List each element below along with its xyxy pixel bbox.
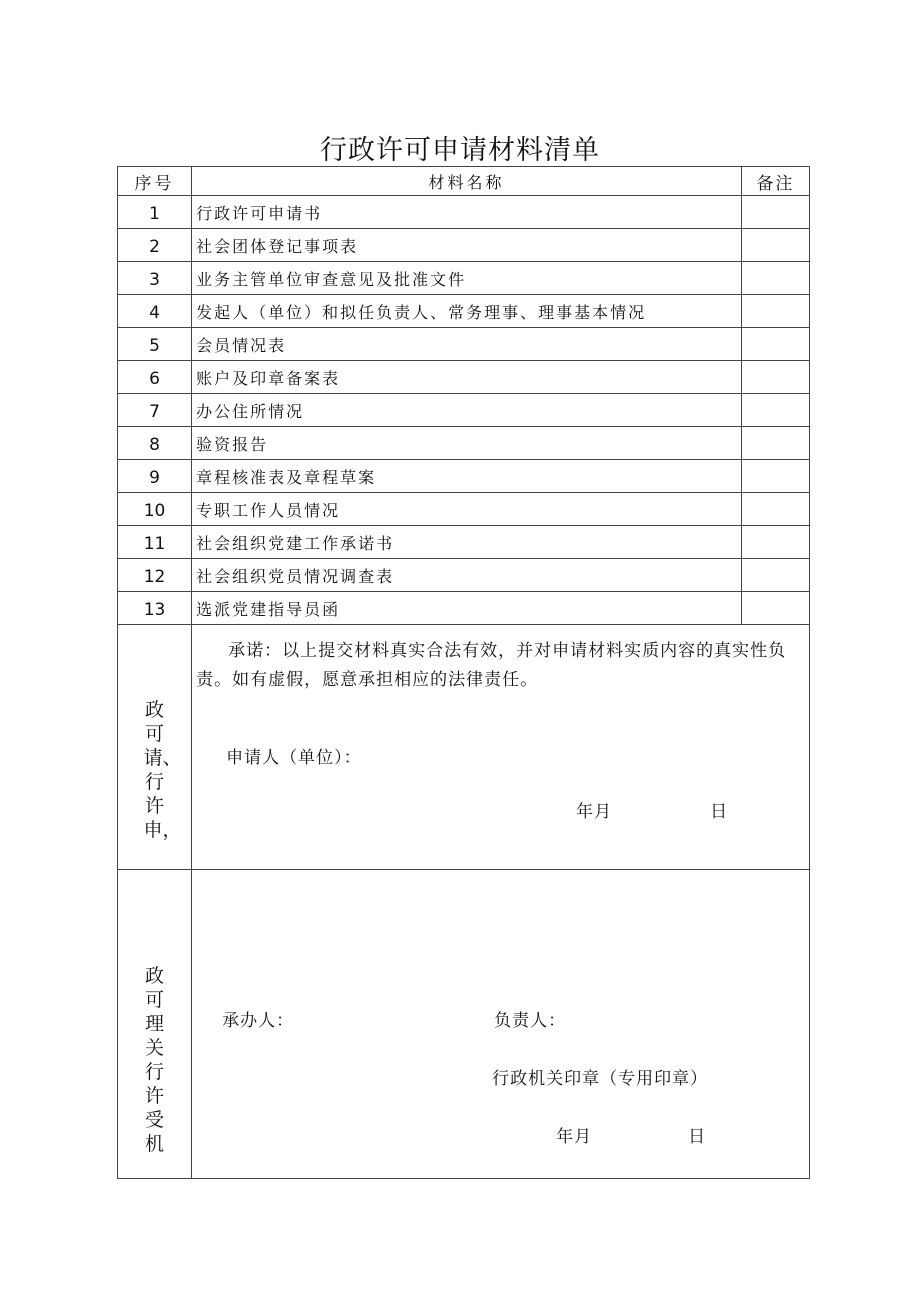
row-no: 3 [118, 262, 192, 295]
row-name: 会员情况表 [192, 328, 742, 361]
handling-side-cell [118, 870, 192, 1179]
row-note [741, 394, 809, 427]
row-name: 发起人（单位）和拟任负责人、常务理事、理事基本情况 [192, 295, 742, 328]
row-no: 7 [118, 394, 192, 427]
handler-label: 承办人： [222, 1011, 295, 1031]
header-no: 序号 [118, 167, 192, 196]
row-note [741, 460, 809, 493]
table-header-row [118, 167, 810, 196]
row-name: 章程核准表及章程草案 [192, 460, 742, 493]
row-note [741, 328, 809, 361]
row-note [741, 295, 809, 328]
table-row [118, 361, 810, 394]
row-no: 12 [118, 559, 192, 592]
row-name: 专职工作人员情况 [192, 493, 742, 526]
row-no: 11 [118, 526, 192, 559]
row-name: 业务主管单位审查意见及批准文件 [192, 262, 742, 295]
row-name: 社会团体登记事项表 [192, 229, 742, 262]
pledge-side-cell [118, 625, 192, 870]
table-row [118, 394, 810, 427]
row-note [741, 592, 809, 625]
table-row [118, 328, 810, 361]
table-row [118, 592, 810, 625]
header-note: 备注 [741, 167, 809, 196]
row-no: 9 [118, 460, 192, 493]
table-row [118, 262, 810, 295]
row-note [741, 427, 809, 460]
table-row [118, 229, 810, 262]
row-no: 10 [118, 493, 192, 526]
handling-side-label: 政可理关行许受机 [145, 965, 165, 1155]
pledge-cell [192, 625, 810, 870]
row-note [741, 493, 809, 526]
table-row [118, 526, 810, 559]
seal-label: 行政机关印章（专用印章） [492, 1069, 709, 1089]
row-name: 办公住所情况 [192, 394, 742, 427]
row-no: 13 [118, 592, 192, 625]
row-no: 8 [118, 427, 192, 460]
row-name: 选派党建指导员函 [192, 592, 742, 625]
row-no: 4 [118, 295, 192, 328]
table-row [118, 559, 810, 592]
pledge-date-year-month: 年月 [576, 802, 613, 822]
materials-table [117, 166, 810, 1179]
table-row [118, 295, 810, 328]
responsible-label: 负责人： [494, 1011, 567, 1031]
row-note [741, 262, 809, 295]
row-no: 6 [118, 361, 192, 394]
handling-date-year-month: 年月 [556, 1127, 593, 1147]
pledge-date-day: 日 [710, 802, 729, 822]
table-row [118, 196, 810, 229]
row-name: 账户及印章备案表 [192, 361, 742, 394]
handling-cell [192, 870, 810, 1179]
row-no: 2 [118, 229, 192, 262]
table-row [118, 493, 810, 526]
handling-date-day: 日 [688, 1127, 707, 1147]
handling-row [118, 870, 810, 1179]
row-note [741, 229, 809, 262]
pledge-side-label: 政可请、行许申， [143, 699, 182, 841]
pledge-row [118, 625, 810, 870]
table-row [118, 427, 810, 460]
row-note [741, 196, 809, 229]
row-name: 验资报告 [192, 427, 742, 460]
row-no: 1 [118, 196, 192, 229]
row-name: 社会组织党员情况调查表 [192, 559, 742, 592]
row-name: 社会组织党建工作承诺书 [192, 526, 742, 559]
table-row [118, 460, 810, 493]
pledge-text: 承诺：以上提交材料真实合法有效，并对申请材料实质内容的真实性负责。如有虚假，愿意承担相应的法律责任。 [196, 641, 787, 690]
row-no: 5 [118, 328, 192, 361]
applicant-label: 申请人（单位）： [226, 748, 362, 768]
row-note [741, 361, 809, 394]
row-note [741, 526, 809, 559]
page-title: 行政许可申请材料清单 [320, 135, 600, 166]
header-name: 材料名称 [192, 167, 742, 196]
row-name: 行政许可申请书 [192, 196, 742, 229]
row-note [741, 559, 809, 592]
